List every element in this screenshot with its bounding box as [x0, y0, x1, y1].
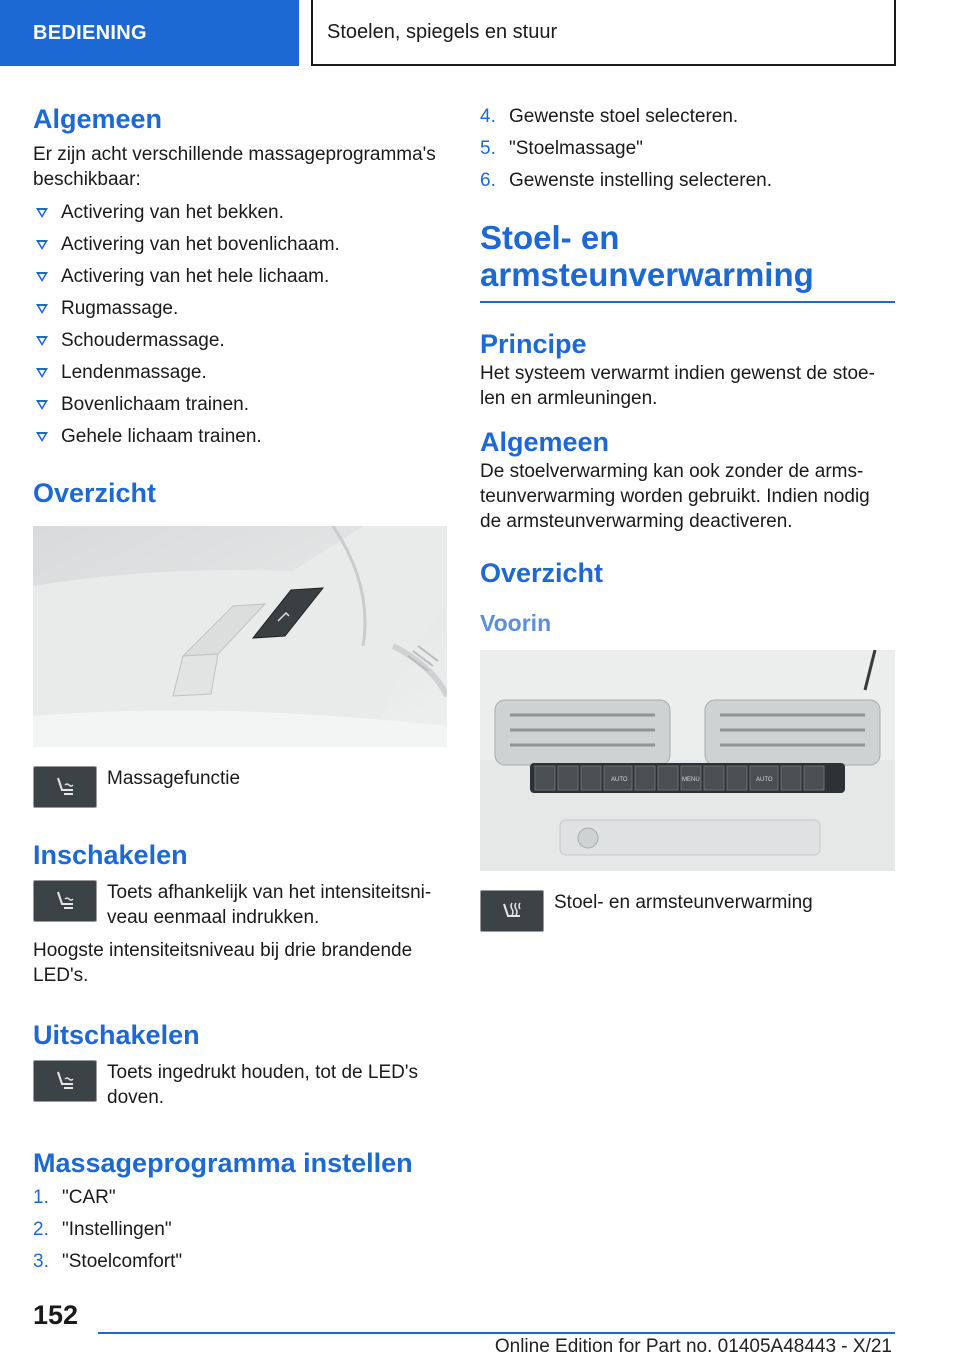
list-item	[33, 1182, 447, 1214]
algemeen-heading: Algemeen	[33, 104, 163, 134]
step-number: 1.	[33, 1187, 49, 1208]
heat-icon-label: Stoel- en armsteunverwarming	[554, 891, 813, 913]
header-section-label: BEDIENING	[33, 21, 147, 44]
list-item-text: Rugmassage.	[61, 298, 179, 319]
left-column	[33, 96, 447, 1278]
main-heading-line-2: armsteunverwarming	[480, 256, 814, 293]
overzicht-heading: Overzicht	[33, 478, 157, 508]
list-item-text: Lendenmassage.	[61, 362, 207, 383]
massage-seat-icon	[33, 1060, 97, 1102]
program-list	[33, 197, 447, 453]
header-chapter-label: Stoelen, spiegels en stuur	[327, 20, 558, 43]
algemeen-heading-right: Algemeen	[480, 426, 610, 457]
heat-icon-row	[480, 890, 895, 932]
algemeen-intro: Er zijn acht verschillende massageprogramma's beschikbaar:	[33, 144, 436, 190]
programma-steps-continued	[480, 101, 895, 197]
main-heading	[480, 219, 895, 293]
panel-menu: MENU	[682, 776, 700, 783]
overzicht-heading-right: Overzicht	[480, 557, 604, 588]
header-chapter	[311, 0, 896, 66]
triangle-bullet-icon	[36, 304, 48, 314]
list-item	[33, 197, 447, 229]
list-item	[480, 133, 895, 165]
uitschakelen-text: Toets ingedrukt houden, tot de LED's doven.	[107, 1062, 418, 1108]
programma-steps	[33, 1182, 447, 1278]
triangle-bullet-icon	[36, 272, 48, 282]
massage-icon-row	[33, 766, 447, 808]
triangle-bullet-icon	[36, 336, 48, 346]
step-text: Gewenste stoel selecteren.	[509, 106, 739, 127]
list-item-text: Gehele lichaam trainen.	[61, 426, 262, 447]
list-item-text: Schoudermassage.	[61, 330, 225, 351]
list-item	[33, 325, 447, 357]
triangle-bullet-icon	[36, 208, 48, 218]
step-number: 4.	[480, 106, 496, 127]
panel-auto-left: AUTO	[611, 776, 628, 783]
footer-edition: Online Edition for Part no. 01405A48443 - X/21	[494, 1336, 892, 1357]
list-item	[33, 229, 447, 261]
step-text: "Stoelcomfort"	[62, 1251, 183, 1272]
step-text: Gewenste instelling selecteren.	[509, 170, 772, 191]
list-item-text: Bovenlichaam trainen.	[61, 394, 249, 415]
list-item	[33, 389, 447, 421]
massage-icon-label: Massagefunctie	[107, 768, 241, 789]
list-item-text: Activering van het hele lichaam.	[61, 266, 330, 287]
uitschakelen-icon-row	[33, 1060, 447, 1110]
uitschakelen-heading: Uitschakelen	[33, 1020, 200, 1050]
step-number: 3.	[33, 1251, 49, 1272]
voorin-heading: Voorin	[480, 609, 552, 636]
panel-auto-right: AUTO	[756, 776, 773, 783]
step-number: 6.	[480, 170, 496, 191]
seat-heating-icon	[480, 890, 544, 932]
list-item	[33, 293, 447, 325]
principe-heading: Principe	[480, 328, 587, 359]
inschakelen-heading: Inschakelen	[33, 840, 188, 870]
list-item	[480, 165, 895, 197]
massage-seat-icon	[33, 766, 97, 808]
heading-rule	[480, 301, 895, 303]
inschakelen-icon-row	[33, 880, 447, 930]
triangle-bullet-icon	[36, 400, 48, 410]
list-item	[480, 101, 895, 133]
list-item-text: Activering van het bekken.	[61, 202, 284, 223]
door-panel-photo	[33, 526, 447, 747]
step-text: "Instellingen"	[62, 1219, 172, 1240]
footer-rule	[98, 1332, 895, 1334]
page-number: 152	[33, 1300, 79, 1330]
step-text: "Stoelmassage"	[509, 138, 643, 159]
list-item	[33, 1214, 447, 1246]
list-item	[33, 421, 447, 453]
right-column	[480, 101, 895, 932]
massage-seat-icon	[33, 880, 97, 922]
header-section	[0, 0, 299, 66]
algemeen-text-right: De stoelverwarming kan ook zonder de arms-teunverwarming worden gebruikt. Indien nodig de armsteunverwarming deactiveren.	[480, 460, 870, 532]
main-heading-line-1: Stoel- en	[480, 219, 620, 256]
principe-text: Het systeem verwarmt indien gewenst de stoe-len en armleuningen.	[480, 362, 875, 409]
triangle-bullet-icon	[36, 240, 48, 250]
inschakelen-note: Hoogste intensiteitsniveau bij drie brandende LED's.	[33, 940, 413, 986]
triangle-bullet-icon	[36, 368, 48, 378]
inschakelen-text: Toets afhankelijk van het intensiteitsni-veau eenmaal indrukken.	[107, 882, 432, 928]
list-item	[33, 261, 447, 293]
list-item	[33, 357, 447, 389]
step-number: 2.	[33, 1219, 49, 1240]
programma-heading: Massageprogramma instellen	[33, 1148, 413, 1178]
list-item-text: Activering van het bovenlichaam.	[61, 234, 340, 255]
list-item	[33, 1246, 447, 1278]
step-number: 5.	[480, 138, 496, 159]
step-text: "CAR"	[62, 1187, 116, 1208]
climate-panel-photo	[480, 650, 895, 871]
triangle-bullet-icon	[36, 432, 48, 442]
